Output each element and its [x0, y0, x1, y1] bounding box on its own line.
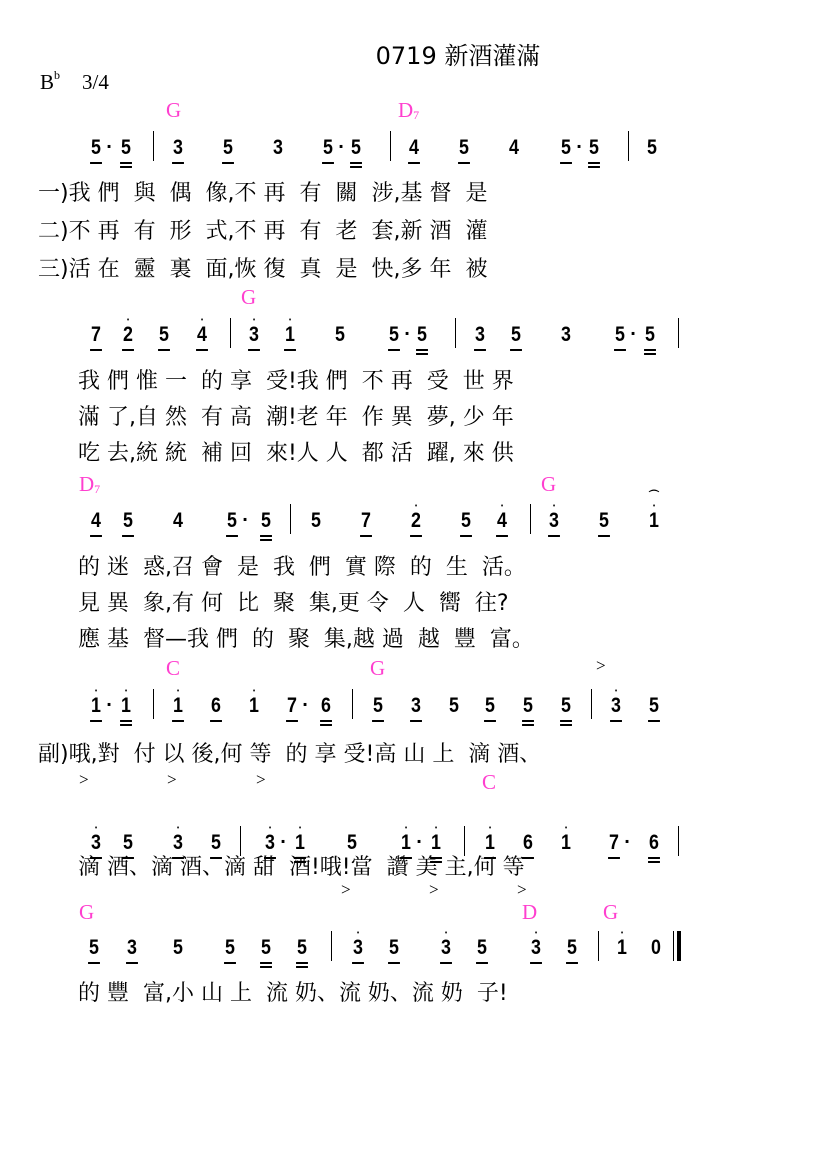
octave-dot: •: [200, 317, 204, 324]
octave-dot: •: [268, 825, 272, 832]
note: 5: [220, 137, 237, 159]
lyric-line: 見 異 象,有 何 比 聚 集,更 令 人 嚮 往?: [78, 591, 509, 616]
accent-mark: >: [517, 880, 527, 899]
chord-symbol: $D_7$: [79, 472, 101, 496]
note: 3: [124, 937, 141, 959]
underline: [410, 535, 422, 537]
underline: [530, 962, 542, 964]
underline: [120, 162, 132, 164]
lyric-line: 滴 酒、滴 酒、滴 甜 酒!哦!當 讚 美 主,何 等: [78, 855, 525, 880]
note: 3 •: [246, 324, 263, 346]
underline: [248, 349, 260, 351]
augmentation-dot: ·: [630, 324, 637, 343]
augmentation-dot: ·: [338, 137, 345, 156]
note: 4: [88, 510, 105, 532]
note: 5: [311, 509, 321, 532]
underline: [172, 720, 184, 722]
octave-dot: •: [176, 688, 180, 695]
note: 5: [120, 832, 137, 854]
note: 5: [414, 324, 431, 346]
note: 5: [520, 695, 537, 717]
chord-symbol: G: [541, 472, 557, 496]
underline: [598, 535, 610, 537]
octave-dot: •: [500, 503, 504, 510]
underline: [284, 349, 296, 351]
note: 5: [586, 137, 603, 159]
note: 0: [651, 936, 661, 959]
note: 5: [120, 510, 137, 532]
accent-mark: >: [167, 770, 177, 789]
lyric-line: 副)哦,對 付 以 後,何 等 的 享 受!高 山 上 滴 酒、: [38, 742, 542, 767]
note: 3: [408, 695, 425, 717]
note: 3: [561, 323, 571, 346]
note: 5: [347, 831, 357, 854]
note: 5: [386, 324, 403, 346]
note: 6: [208, 695, 225, 717]
underline: [408, 162, 420, 164]
note: 4: [406, 137, 423, 159]
octave-dot: •: [404, 825, 408, 832]
note: 4 •: [494, 510, 511, 532]
lyric-line: 吃 去,統 統 補 回 來!人 人 都 活 躍, 來 供: [78, 441, 514, 466]
barline: [290, 504, 291, 534]
chord-symbol: $D_7$: [398, 98, 420, 122]
underline: [320, 724, 332, 726]
barline: [331, 931, 332, 961]
octave-dot: •: [614, 688, 618, 695]
underline: [120, 166, 132, 168]
underline: [484, 720, 496, 722]
octave-dot: •: [176, 825, 180, 832]
underline: [210, 720, 222, 722]
note: 3 •: [262, 832, 279, 854]
augmentation-dot: ·: [106, 137, 113, 156]
note: 1 •: [170, 695, 187, 717]
note: 5: [612, 324, 629, 346]
note: 1 •: [614, 937, 631, 959]
underline: [510, 349, 522, 351]
underline: [260, 966, 272, 968]
underline: [648, 857, 660, 859]
underline: [588, 162, 600, 164]
note: 5: [88, 137, 105, 159]
octave-dot: •: [252, 317, 256, 324]
note: 5: [173, 936, 183, 959]
underline: [588, 166, 600, 168]
underline: [560, 162, 572, 164]
octave-dot: •: [298, 825, 302, 832]
underline: [608, 857, 620, 859]
underline: [120, 724, 132, 726]
key-accidental: b: [54, 68, 61, 82]
barline: [678, 318, 679, 348]
underline: [388, 962, 400, 964]
note: 6: [520, 832, 537, 854]
note: 5: [646, 695, 663, 717]
underline: [388, 349, 400, 351]
underline: [296, 962, 308, 964]
underline: [122, 349, 134, 351]
note: 3 •: [528, 937, 545, 959]
note: 3: [273, 136, 283, 159]
note: 1 •: [118, 695, 135, 717]
underline: [126, 962, 138, 964]
accent-mark: >: [79, 770, 89, 789]
note: 5: [335, 323, 345, 346]
underline: [226, 535, 238, 537]
barline: [153, 689, 154, 719]
note: 3 •: [546, 510, 563, 532]
octave-dot: •: [434, 825, 438, 832]
barline: [530, 504, 531, 534]
note: 3 •: [88, 832, 105, 854]
octave-dot: •: [534, 930, 538, 937]
note: 3 •: [170, 832, 187, 854]
octave-dot: •: [564, 825, 568, 832]
note: 5: [294, 937, 311, 959]
underline: [614, 349, 626, 351]
note: 2 •: [408, 510, 425, 532]
underline: [548, 535, 560, 537]
note: 5: [642, 324, 659, 346]
octave-dot: •: [488, 825, 492, 832]
underline: [648, 720, 660, 722]
underline: [88, 962, 100, 964]
key-signature: [40, 68, 109, 95]
chord-symbol: G: [241, 285, 257, 309]
octave-dot: •: [94, 825, 98, 832]
underline: [560, 720, 572, 722]
accent-mark: >: [256, 770, 266, 789]
final-barline: [677, 931, 681, 961]
note: 5: [564, 937, 581, 959]
underline: [90, 162, 102, 164]
note: 7: [284, 695, 301, 717]
octave-dot: •: [252, 688, 256, 695]
note: 7: [358, 510, 375, 532]
note: 1 •: [246, 695, 263, 717]
underline: [372, 720, 384, 722]
underline: [90, 720, 102, 722]
underline: [566, 962, 578, 964]
time-signature: 3/4: [82, 70, 109, 94]
underline: [122, 535, 134, 537]
underline: [120, 720, 132, 722]
chord-symbol: D: [522, 900, 538, 924]
note: 1 •: [482, 832, 499, 854]
barline: [673, 931, 674, 961]
augmentation-dot: ·: [576, 137, 583, 156]
note: 5: [482, 695, 499, 717]
note: 5: [558, 695, 575, 717]
underline: [458, 162, 470, 164]
chord-symbol: C: [482, 770, 497, 794]
note: 5: [647, 136, 657, 159]
note: 5: [449, 694, 459, 717]
underline: [350, 162, 362, 164]
note: 5: [258, 937, 275, 959]
octave-dot: •: [444, 930, 448, 937]
note: 2 •: [120, 324, 137, 346]
chord-symbol: G: [79, 900, 95, 924]
note: 3 •: [438, 937, 455, 959]
note: 5: [458, 510, 475, 532]
note: 3: [472, 324, 489, 346]
lyric-line: 滿 了,自 然 有 高 潮!老 年 作 異 夢, 少 年: [78, 405, 514, 430]
underline: [496, 535, 508, 537]
underline: [158, 349, 170, 351]
accent-mark: >: [596, 656, 606, 675]
song-title: 0719 新酒灌滿: [375, 42, 541, 70]
underline: [322, 162, 334, 164]
barline: [153, 131, 154, 161]
barline: [390, 131, 391, 161]
augmentation-dot: ·: [302, 695, 309, 714]
underline: [222, 162, 234, 164]
note: 1 • ⌒: [646, 510, 663, 532]
underline: [416, 353, 428, 355]
underline: [644, 353, 656, 355]
underline: [410, 720, 422, 722]
octave-dot: •: [356, 930, 360, 937]
underline: [90, 349, 102, 351]
augmentation-dot: ·: [242, 510, 249, 529]
note: 6: [646, 832, 663, 854]
lyric-line: 應 基 督—我 們 的 聚 集,越 過 越 豐 富。: [78, 627, 534, 652]
note: 5: [222, 937, 239, 959]
barline: [678, 826, 679, 856]
underline: [90, 535, 102, 537]
note: 5: [348, 137, 365, 159]
barline: [598, 931, 599, 961]
lyric-line: 三)活 在 靈 裏 面,恢 復 真 是 快,多 年 被: [38, 257, 488, 282]
octave-dot: •: [620, 930, 624, 937]
note: 5: [86, 937, 103, 959]
barline: [455, 318, 456, 348]
chord-symbol: G: [166, 98, 182, 122]
octave-dot: •: [552, 503, 556, 510]
lyric-line: 的 迷 惑,召 會 是 我 們 實 際 的 生 活。: [78, 555, 526, 580]
lyric-line: 一)我 們 與 偶 像,不 再 有 關 涉,基 督 是: [38, 181, 488, 206]
underline: [474, 349, 486, 351]
chord-symbol: C: [166, 656, 181, 680]
note: 5: [558, 137, 575, 159]
underline: [522, 724, 534, 726]
note: 5: [156, 324, 173, 346]
underline: [320, 720, 332, 722]
underline: [260, 539, 272, 541]
octave-dot: •: [126, 317, 130, 324]
lyric-line: 我 們 惟 一 的 享 受!我 們 不 再 受 世 界: [78, 369, 514, 394]
augmentation-dot: ·: [404, 324, 411, 343]
accent-mark: >: [429, 880, 439, 899]
note: 1 •: [292, 832, 309, 854]
underline: [460, 535, 472, 537]
underline: [522, 720, 534, 722]
note: 6: [318, 695, 335, 717]
accent-mark: >: [341, 880, 351, 899]
underline: [350, 166, 362, 168]
underline: [286, 720, 298, 722]
barline: [628, 131, 629, 161]
underline: [172, 162, 184, 164]
underline: [352, 962, 364, 964]
note: 5: [208, 832, 225, 854]
barline: [591, 689, 592, 719]
augmentation-dot: ·: [106, 695, 113, 714]
note: 5: [224, 510, 241, 532]
octave-dot: •: [288, 317, 292, 324]
note: 3 •: [350, 937, 367, 959]
note: 1 •: [398, 832, 415, 854]
underline: [440, 962, 452, 964]
note: 1 •: [88, 695, 105, 717]
underline: [196, 349, 208, 351]
note: 3: [170, 137, 187, 159]
note: 3 •: [608, 695, 625, 717]
note: 1 •: [282, 324, 299, 346]
note: 1 •: [428, 832, 445, 854]
underline: [644, 349, 656, 351]
lyric-line: 的 豐 富,小 山 上 流 奶、流 奶、流 奶 子!: [78, 981, 508, 1006]
note: 5: [596, 510, 613, 532]
note: 5: [320, 137, 337, 159]
octave-dot: •: [94, 688, 98, 695]
underline: [260, 535, 272, 537]
underline: [260, 962, 272, 964]
barline: [230, 318, 231, 348]
octave-dot: •: [124, 688, 128, 695]
augmentation-dot: ·: [624, 832, 631, 851]
underline: [560, 724, 572, 726]
note: 5: [258, 510, 275, 532]
underline: [296, 966, 308, 968]
underline: [416, 349, 428, 351]
note: 5: [508, 324, 525, 346]
augmentation-dot: ·: [416, 832, 423, 851]
chord-symbol: G: [370, 656, 386, 680]
lyric-line: 二)不 再 有 形 式,不 再 有 老 套,新 酒 灌: [38, 219, 488, 244]
underline: [224, 962, 236, 964]
note: 4: [173, 509, 183, 532]
note: 5: [386, 937, 403, 959]
underline: [648, 861, 660, 863]
note: 4: [509, 136, 519, 159]
note: 5: [456, 137, 473, 159]
chord-symbol: G: [603, 900, 619, 924]
underline: [360, 535, 372, 537]
note: 7: [606, 832, 623, 854]
underline: [476, 962, 488, 964]
octave-dot: •: [652, 503, 656, 510]
note: 5: [118, 137, 135, 159]
barline: [352, 689, 353, 719]
octave-dot: •: [414, 503, 418, 510]
note: 1 •: [558, 832, 575, 854]
note: 4 •: [194, 324, 211, 346]
note: 7: [88, 324, 105, 346]
note: 5: [474, 937, 491, 959]
augmentation-dot: ·: [280, 832, 287, 851]
fermata-icon: ⌒: [648, 489, 660, 503]
key-note: B: [40, 70, 55, 94]
underline: [610, 720, 622, 722]
note: 5: [370, 695, 387, 717]
